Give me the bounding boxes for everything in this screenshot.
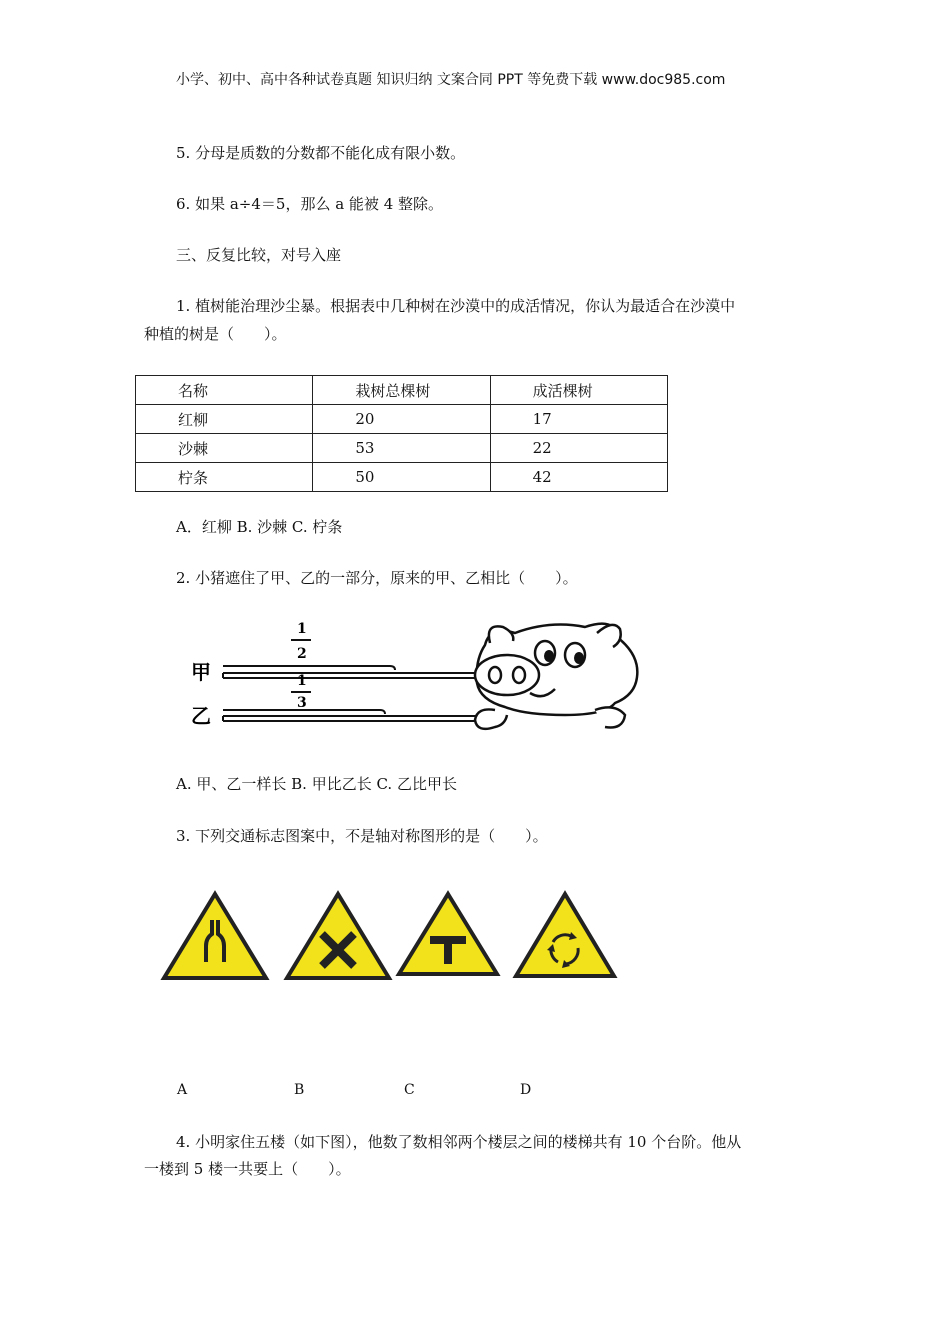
table-cell: 53 bbox=[313, 434, 490, 463]
table-cell: 17 bbox=[490, 405, 667, 434]
table-row bbox=[136, 463, 668, 492]
table-cell: 红柳 bbox=[136, 405, 313, 434]
problem-3: 3. 下列交通标志图案中，不是轴对称图形的是（ ）。 bbox=[176, 827, 548, 845]
tree-survival-table bbox=[135, 375, 668, 492]
table-row bbox=[136, 434, 668, 463]
table-header-cell: 名称 bbox=[136, 376, 313, 405]
pig-snout-icon bbox=[475, 655, 539, 695]
problem-4-line2: 一楼到 5 楼一共要上（ ）。 bbox=[144, 1160, 351, 1178]
problem-2: 2. 小猪遮住了甲、乙的一部分，原来的甲、乙相比（ ）。 bbox=[176, 569, 578, 587]
page-header: 小学、初中、高中各种试卷真题 知识归纳 文案合同 PPT 等免费下载 www.doc985.com bbox=[176, 72, 726, 88]
problem-4-line1: 4. 小明家住五楼（如下图），他数了数相邻两个楼层之间的楼梯共有 10 个台阶。他从 bbox=[176, 1133, 742, 1151]
table-cell: 22 bbox=[490, 434, 667, 463]
sign-d-roundabout-icon bbox=[516, 894, 614, 976]
problem-1-line2: 种植的树是（ ）。 bbox=[144, 325, 287, 343]
table-header-cell: 栽树总棵树 bbox=[313, 376, 490, 405]
sign-label-d: D bbox=[520, 1082, 532, 1098]
table-header-row bbox=[136, 376, 668, 405]
problem-2-options: A. 甲、乙一样长 B. 甲比乙长 C. 乙比甲长 bbox=[176, 775, 457, 793]
section-3-title: 三、反复比较，对号入座 bbox=[176, 246, 342, 264]
pig-hand-icon bbox=[475, 709, 507, 728]
jia-bracket bbox=[223, 666, 395, 670]
pig-left-ear-icon bbox=[489, 626, 513, 643]
sign-label-c: C bbox=[404, 1082, 415, 1098]
frac-bottom-numerator: 1 bbox=[297, 673, 307, 689]
problem-1-options: A．红柳 B. 沙棘 C. 柠条 bbox=[176, 518, 343, 536]
frac-bottom-denominator: 3 bbox=[297, 695, 307, 711]
pig-bars-figure bbox=[185, 615, 645, 740]
sign-c-t-junction-icon bbox=[399, 894, 497, 974]
table-cell: 20 bbox=[313, 405, 490, 434]
pig-hand-icon bbox=[595, 707, 625, 727]
sign-label-b: B bbox=[294, 1082, 305, 1098]
table-header-cell: 成活棵树 bbox=[490, 376, 667, 405]
sign-b-cross-icon bbox=[287, 894, 389, 978]
table-cell: 50 bbox=[313, 463, 490, 492]
table-row bbox=[136, 405, 668, 434]
problem-1-line1: 1. 植树能治理沙尘暴。根据表中几种树在沙漠中的成活情况，你认为最适合在沙漠中 bbox=[176, 297, 736, 315]
question-5: 5. 分母是质数的分数都不能化成有限小数。 bbox=[176, 144, 466, 162]
yi-bracket bbox=[223, 710, 385, 714]
sign-a-road-narrows-icon bbox=[164, 894, 266, 978]
jia-label: 甲 bbox=[191, 660, 211, 684]
table-cell: 柠条 bbox=[136, 463, 313, 492]
sign-label-a: A bbox=[177, 1082, 188, 1098]
question-6: 6. 如果 a÷4＝5，那么 a 能被 4 整除。 bbox=[176, 195, 444, 213]
table-cell: 沙棘 bbox=[136, 434, 313, 463]
frac-top-denominator: 2 bbox=[297, 646, 307, 662]
yi-label: 乙 bbox=[191, 704, 211, 728]
frac-top-numerator: 1 bbox=[297, 621, 307, 637]
traffic-signs bbox=[160, 890, 620, 985]
table-cell: 42 bbox=[490, 463, 667, 492]
